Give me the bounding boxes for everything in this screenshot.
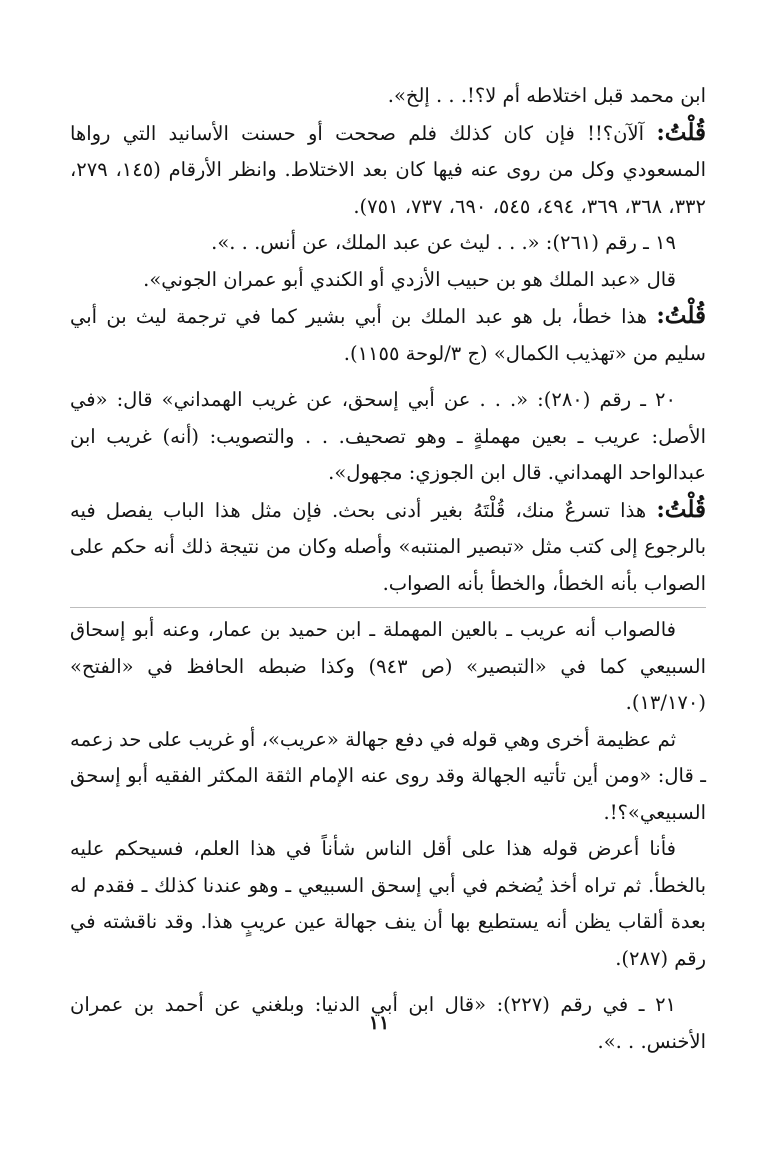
paragraph-continuation: ابن محمد قبل اختلاطه أم لا؟!. . . إلخ». [387, 84, 706, 107]
paragraph-correct-answer [70, 612, 706, 722]
paragraph-item-20: ٢٠ ـ رقم (٢٨٠): «. . . عن أبي إسحق، عن غريب الهمداني» قال: «في الأصل: عريب ـ بعين مهملةٍ ـ وهو تصحيف. . . والتصويب: (أنه) غريب ابن عبدالواحد الهمداني. قال ابن الجوزي: مجهول». [70, 388, 706, 484]
paragraph-qult-1 [70, 115, 706, 226]
paragraph-quote-abd-al-malik: قال «عبد الملك هو بن حبيب الأزدي أو الكندي أبو عمران الجوني». [143, 267, 676, 291]
paragraph-qult-3 [70, 492, 706, 603]
paragraph-text: آلآن؟!! فإن كان كذلك فلم صححت أو حسنت الأسانيد التي رواها المسعودي وكل من روى عنه فيها كان بعد الاختلاط. وانظر الأرقام (١٤٥، ٢٧٩، ٣٣٢، ٣٦٨، ٣٦٩، ٤٩٤، ٥٤٥، ٦٩٠، ٧٣٧، ٧٥١). [70, 121, 706, 218]
document-body [70, 78, 706, 1060]
divider-line [70, 607, 706, 608]
paragraph-rebuttal: فأنا أعرض قوله هذا على أقل الناس شأناً في هذا العلم، فسيحكم عليه بالخطأ. ثم تراه أخذ يُضخم في أبي إسحق السبيعي ـ وهو عندنا كذلك ـ فقدم له بعدة ألقاب يظن أنه يستطيع بها أن ينف جهالة عين عريبٍ هذا. وقد ناقشته في رقم (٢٨٧). [70, 837, 706, 970]
qult-label: قُلْتُ: [656, 495, 706, 523]
paragraph-qult-2 [70, 298, 706, 372]
page-number: ١١ [368, 1012, 390, 1034]
qult-label: قُلْتُ: [656, 302, 706, 329]
paragraph-item-19: ١٩ ـ رقم (٢٦١): «. . . ليث عن عبد الملك، عن أنس. . .». [211, 231, 676, 254]
paragraph-another-error: ثم عظيمة أخرى وهي قوله في دفع جهالة «عريب»، أو غريب على حد زعمه ـ قال: «ومن أين تأتيه الجهالة وقد روى عنه الإمام الثقة المكثر الفقيه أبو إسحق السبيعي»؟!. [70, 727, 706, 824]
paragraph-text: فالصواب أنه عريب ـ بالعين المهملة ـ ابن حميد بن عمار، وعنه أبو إسحاق السبيعي كما في «التبصير» (ص ٩٤٣) وكذا ضبطه الحافظ في «الفتح» (١٣/١٧٠). [70, 618, 706, 714]
paragraph-text: هذا تسرعٌ منك، قُلْتَهُ بغير أدنى بحث. فإن مثل هذا الباب يفصل فيه بالرجوع إلى كتب مثل «تبصير المنتبه» وأصله وكان من نتيجة ذلك أنه حكم على الصواب بأنه الخطأ، والخطأ بأنه الصواب. [70, 498, 706, 595]
paragraph-text: هذا خطأ، بل هو عبد الملك بن أبي بشير كما في ترجمة ليث بن أبي سليم من «تهذيب الكمال» (ج ٣/لوحة ١١٥٥). [70, 305, 706, 365]
paragraph-item-21: ٢١ ـ في رقم (٢٢٧): «قال ابن أبي الدنيا: وبلغني عن أحمد بن عمران الأخنس. . .». [70, 993, 706, 1053]
qult-label: قُلْتُ: [656, 118, 706, 146]
